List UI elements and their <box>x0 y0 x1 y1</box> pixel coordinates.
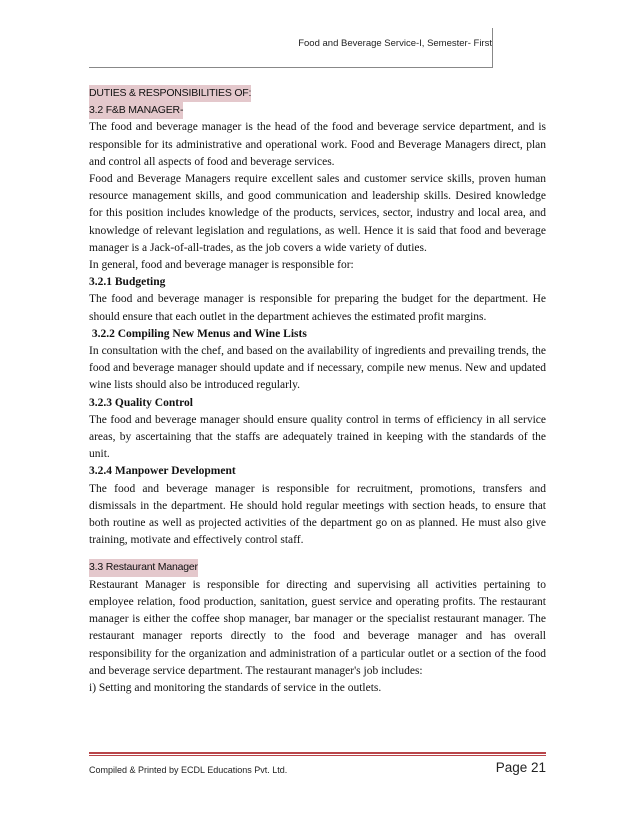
paragraph-restaurant-manager: Restaurant Manager is responsible for directing and supervising all activities pertaining to employee relation, food production, sanitation, guest service and operating profits. The restaurant manager is either the coffee shop manager, bar manager or the specialist restaurant manager. The restaurant manager reports directly to the food and beverage manager and has overall responsibility for the organization and administration of a particular outlet or a section of the food and beverage service department. The restaurant manager's job includes: <box>89 578 546 677</box>
footer-rule <box>89 752 546 754</box>
section-heading-fb-manager: 3.2 F&B MANAGER- <box>89 102 183 119</box>
subsection-text-budgeting: The food and beverage manager is responsible for preparing the budget for the department. He should ensure that each outlet in the department achieves the estimated profit margins. <box>89 293 546 323</box>
subsection-heading-quality: 3.2.3 Quality Control <box>89 396 193 409</box>
footer-rule-thin <box>89 755 546 756</box>
subsection-text-menus: In consultation with the chef, and based on the availability of ingredients and prevailing trends, the food and beverage manager should update and if necessary, compile new menus. New and updated wine lists should also be introduced regularly. <box>89 345 546 392</box>
running-header: Food and Beverage Service-I, Semester- First <box>298 38 492 49</box>
subsection-heading-menus: 3.2.2 Compiling New Menus and Wine Lists <box>89 327 307 340</box>
list-item-1: i) Setting and monitoring the standards of service in the outlets. <box>89 681 382 694</box>
subsection-heading-manpower: 3.2.4 Manpower Development <box>89 465 236 478</box>
subsection-heading-budgeting: 3.2.1 Budgeting <box>89 276 166 289</box>
header-horizontal-rule <box>89 67 493 68</box>
section-heading-restaurant-manager: 3.3 Restaurant Manager <box>89 559 198 576</box>
paragraph-intro-3: In general, food and beverage manager is responsible for: <box>89 259 354 272</box>
subsection-text-manpower: The food and beverage manager is responsible for recruitment, promotions, transfers and dismissals in the department. He should hold regular meetings with section heads, to ensure that both routine as well as projected activities of the department go on as planned. He must also give training, motivate and effectively control staff. <box>89 482 546 547</box>
page-number: Page 21 <box>495 760 546 775</box>
footer-publisher: Compiled & Printed by ECDL Educations Pvt. Ltd. <box>89 765 288 775</box>
paragraph-intro-2: Food and Beverage Managers require excellent sales and customer service skills, proven human resource management skills, and good communication and leadership skills. Desired knowledge for this position includes knowledge of the products, services, sector, industry and local area, and knowledge of relevant legislation and regulations, as well. Hence it is said that food and beverage manager is a Jack-of-all-trades, as the job covers a wide variety of duties. <box>89 173 546 254</box>
header-vertical-rule <box>492 28 493 68</box>
section-heading-duties: DUTIES & RESPONSIBILITIES OF: <box>89 85 251 102</box>
spacer <box>89 549 546 559</box>
subsection-text-quality: The food and beverage manager should ensure quality control in terms of efficiency in all service areas, by ascertaining that the staffs are adequately trained in keeping with the standards of the unit. <box>89 413 546 461</box>
paragraph-intro-1: The food and beverage manager is the head of the food and beverage service department, and is responsible for its administrative and operational work. Food and Beverage Managers direct, plan and control all aspects of food and beverage services. <box>89 121 546 168</box>
page-content <box>89 85 546 697</box>
